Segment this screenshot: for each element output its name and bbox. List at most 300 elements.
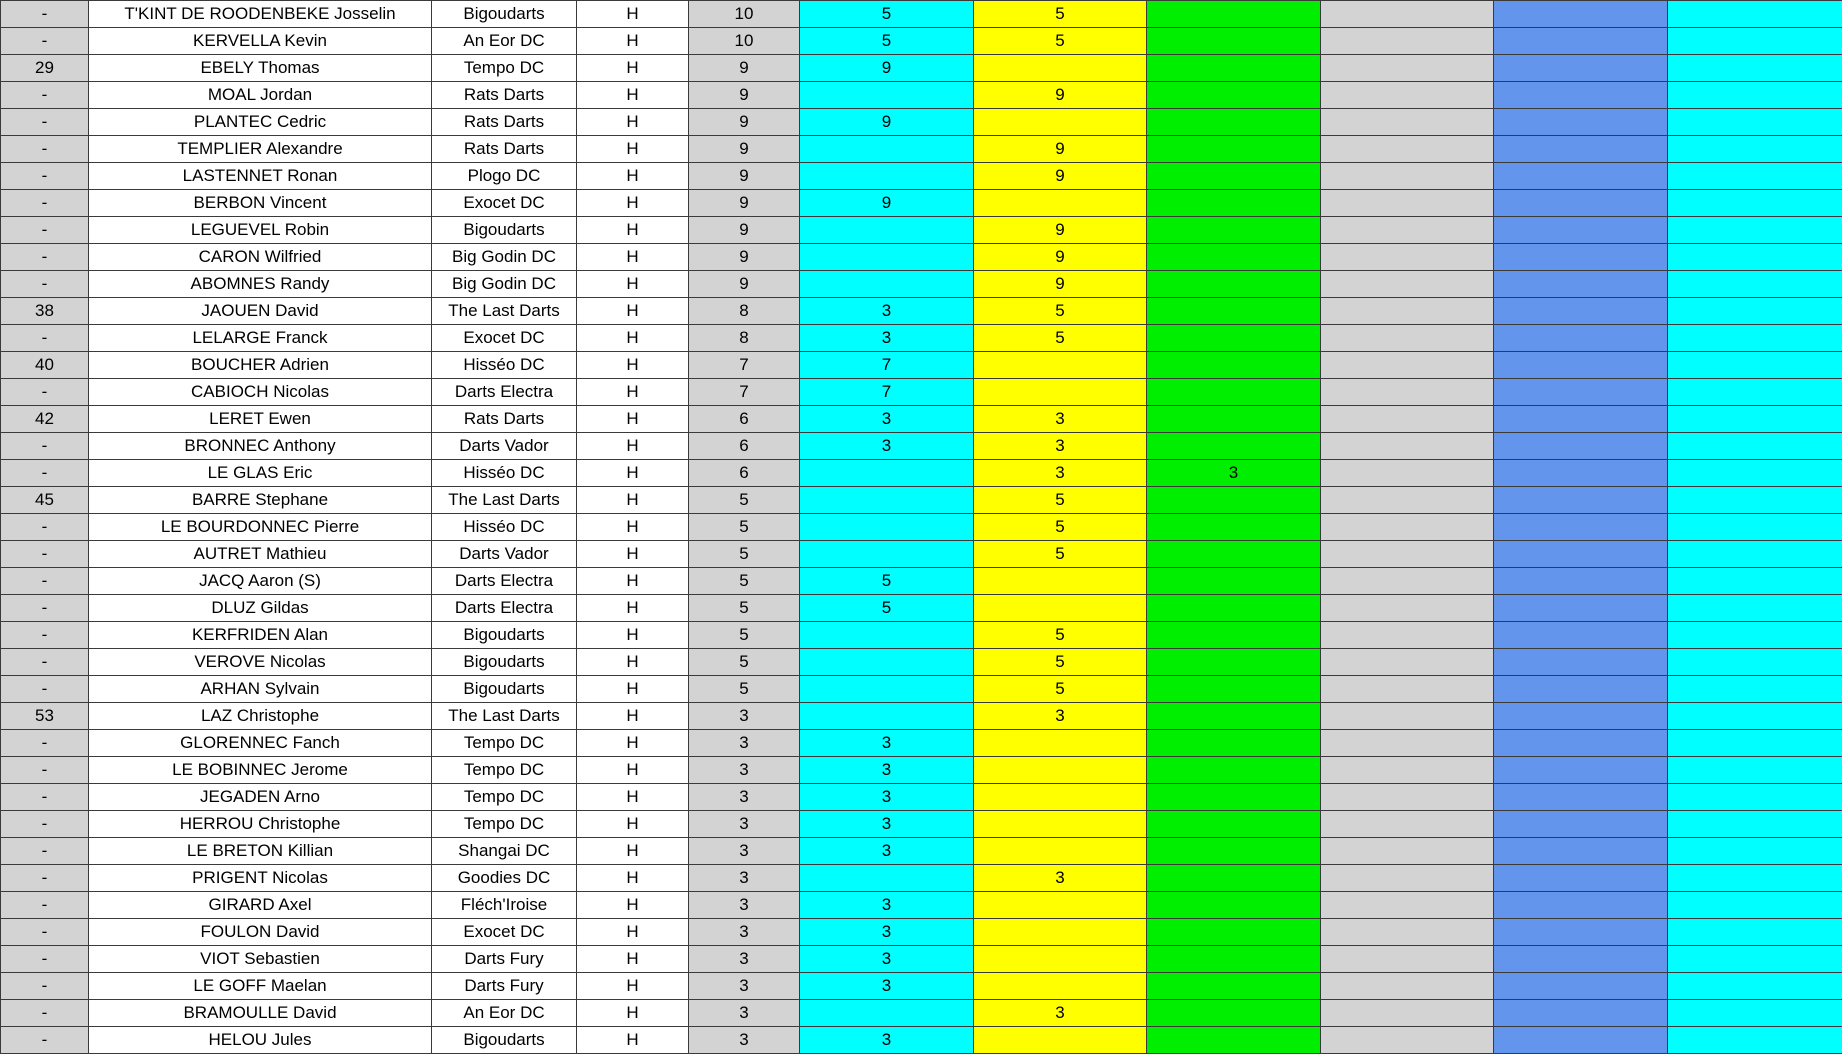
category-cell: H: [577, 919, 689, 946]
cyan2-points-cell: [1668, 703, 1842, 730]
grey-points-cell: [1321, 487, 1494, 514]
yellow-points-cell: 9: [974, 271, 1147, 298]
player-name-cell: BOUCHER Adrien: [89, 352, 432, 379]
yellow-points-cell: 3: [974, 1000, 1147, 1027]
table-row: [1, 163, 1842, 190]
green-points-cell: [1147, 595, 1321, 622]
green-points-cell: [1147, 487, 1321, 514]
cyan-points-cell: 5: [800, 1, 974, 28]
cyan2-points-cell: [1668, 1, 1842, 28]
table-row: [1, 433, 1842, 460]
rank-cell: 29: [1, 55, 89, 82]
cyan2-points-cell: [1668, 244, 1842, 271]
cyan-points-cell: [800, 622, 974, 649]
table-row: [1, 217, 1842, 244]
cyan-points-cell: [800, 136, 974, 163]
blue-points-cell: [1494, 1000, 1668, 1027]
yellow-points-cell: 5: [974, 325, 1147, 352]
cyan2-points-cell: [1668, 109, 1842, 136]
rank-cell: -: [1, 676, 89, 703]
total-points-cell: 3: [689, 1000, 800, 1027]
player-name-cell: LEGUEVEL Robin: [89, 217, 432, 244]
cyan2-points-cell: [1668, 487, 1842, 514]
yellow-points-cell: [974, 109, 1147, 136]
yellow-points-cell: 5: [974, 28, 1147, 55]
cyan2-points-cell: [1668, 676, 1842, 703]
yellow-points-cell: [974, 1027, 1147, 1054]
blue-points-cell: [1494, 460, 1668, 487]
cyan-points-cell: 3: [800, 811, 974, 838]
blue-points-cell: [1494, 109, 1668, 136]
table-row: [1, 730, 1842, 757]
grey-points-cell: [1321, 595, 1494, 622]
cyan-points-cell: 7: [800, 379, 974, 406]
yellow-points-cell: 5: [974, 1, 1147, 28]
blue-points-cell: [1494, 1, 1668, 28]
club-cell: Tempo DC: [432, 757, 577, 784]
green-points-cell: [1147, 406, 1321, 433]
player-name-cell: ABOMNES Randy: [89, 271, 432, 298]
category-cell: H: [577, 487, 689, 514]
cyan2-points-cell: [1668, 190, 1842, 217]
rank-cell: 40: [1, 352, 89, 379]
total-points-cell: 8: [689, 325, 800, 352]
rank-cell: -: [1, 892, 89, 919]
player-name-cell: HELOU Jules: [89, 1027, 432, 1054]
club-cell: Fléch'Iroise: [432, 892, 577, 919]
player-name-cell: T'KINT DE ROODENBEKE Josselin: [89, 1, 432, 28]
rank-cell: -: [1, 838, 89, 865]
green-points-cell: [1147, 379, 1321, 406]
total-points-cell: 10: [689, 28, 800, 55]
rank-cell: -: [1, 109, 89, 136]
category-cell: H: [577, 28, 689, 55]
total-points-cell: 3: [689, 757, 800, 784]
cyan-points-cell: 3: [800, 406, 974, 433]
grey-points-cell: [1321, 352, 1494, 379]
cyan-points-cell: 9: [800, 109, 974, 136]
cyan2-points-cell: [1668, 271, 1842, 298]
grey-points-cell: [1321, 973, 1494, 1000]
table-row: [1, 568, 1842, 595]
club-cell: Hisséo DC: [432, 514, 577, 541]
club-cell: Rats Darts: [432, 136, 577, 163]
club-cell: The Last Darts: [432, 487, 577, 514]
table-row: [1, 892, 1842, 919]
total-points-cell: 3: [689, 919, 800, 946]
category-cell: H: [577, 109, 689, 136]
cyan2-points-cell: [1668, 973, 1842, 1000]
grey-points-cell: [1321, 325, 1494, 352]
cyan2-points-cell: [1668, 892, 1842, 919]
grey-points-cell: [1321, 55, 1494, 82]
player-name-cell: PRIGENT Nicolas: [89, 865, 432, 892]
cyan-points-cell: [800, 676, 974, 703]
player-name-cell: KERFRIDEN Alan: [89, 622, 432, 649]
rank-cell: -: [1, 1000, 89, 1027]
grey-points-cell: [1321, 946, 1494, 973]
grey-points-cell: [1321, 82, 1494, 109]
blue-points-cell: [1494, 1027, 1668, 1054]
cyan-points-cell: 3: [800, 298, 974, 325]
category-cell: H: [577, 298, 689, 325]
total-points-cell: 3: [689, 730, 800, 757]
club-cell: Bigoudarts: [432, 622, 577, 649]
rank-cell: -: [1, 541, 89, 568]
green-points-cell: [1147, 433, 1321, 460]
table-row: [1, 757, 1842, 784]
player-name-cell: BRONNEC Anthony: [89, 433, 432, 460]
table-row: [1, 811, 1842, 838]
green-points-cell: [1147, 649, 1321, 676]
green-points-cell: [1147, 757, 1321, 784]
yellow-points-cell: [974, 946, 1147, 973]
table-row: [1, 271, 1842, 298]
green-points-cell: [1147, 271, 1321, 298]
cyan2-points-cell: [1668, 622, 1842, 649]
grey-points-cell: [1321, 703, 1494, 730]
grey-points-cell: [1321, 865, 1494, 892]
blue-points-cell: [1494, 892, 1668, 919]
green-points-cell: 3: [1147, 460, 1321, 487]
rank-cell: -: [1, 163, 89, 190]
player-name-cell: KERVELLA Kevin: [89, 28, 432, 55]
club-cell: Bigoudarts: [432, 1027, 577, 1054]
green-points-cell: [1147, 838, 1321, 865]
green-points-cell: [1147, 109, 1321, 136]
rank-cell: -: [1, 190, 89, 217]
blue-points-cell: [1494, 28, 1668, 55]
club-cell: Rats Darts: [432, 109, 577, 136]
club-cell: Darts Electra: [432, 379, 577, 406]
ranking-table-body: [1, 1, 1842, 1054]
grey-points-cell: [1321, 541, 1494, 568]
category-cell: H: [577, 946, 689, 973]
green-points-cell: [1147, 703, 1321, 730]
total-points-cell: 3: [689, 703, 800, 730]
table-row: [1, 865, 1842, 892]
total-points-cell: 3: [689, 784, 800, 811]
total-points-cell: 5: [689, 595, 800, 622]
yellow-points-cell: 5: [974, 514, 1147, 541]
yellow-points-cell: [974, 973, 1147, 1000]
club-cell: Tempo DC: [432, 811, 577, 838]
green-points-cell: [1147, 973, 1321, 1000]
table-row: [1, 838, 1842, 865]
grey-points-cell: [1321, 757, 1494, 784]
grey-points-cell: [1321, 379, 1494, 406]
player-name-cell: JEGADEN Arno: [89, 784, 432, 811]
category-cell: H: [577, 811, 689, 838]
table-row: [1, 514, 1842, 541]
rank-cell: 53: [1, 703, 89, 730]
player-name-cell: BERBON Vincent: [89, 190, 432, 217]
total-points-cell: 5: [689, 541, 800, 568]
category-cell: H: [577, 136, 689, 163]
blue-points-cell: [1494, 973, 1668, 1000]
grey-points-cell: [1321, 1027, 1494, 1054]
player-name-cell: FOULON David: [89, 919, 432, 946]
cyan-points-cell: [800, 244, 974, 271]
rank-cell: -: [1, 217, 89, 244]
club-cell: Bigoudarts: [432, 217, 577, 244]
category-cell: H: [577, 892, 689, 919]
player-name-cell: LAZ Christophe: [89, 703, 432, 730]
cyan2-points-cell: [1668, 946, 1842, 973]
total-points-cell: 5: [689, 487, 800, 514]
rank-cell: -: [1, 622, 89, 649]
cyan-points-cell: [800, 1000, 974, 1027]
total-points-cell: 8: [689, 298, 800, 325]
category-cell: H: [577, 1, 689, 28]
cyan2-points-cell: [1668, 514, 1842, 541]
player-name-cell: ARHAN Sylvain: [89, 676, 432, 703]
cyan2-points-cell: [1668, 595, 1842, 622]
rank-cell: -: [1, 730, 89, 757]
cyan-points-cell: 5: [800, 568, 974, 595]
total-points-cell: 3: [689, 892, 800, 919]
grey-points-cell: [1321, 406, 1494, 433]
player-name-cell: LE GOFF Maelan: [89, 973, 432, 1000]
cyan2-points-cell: [1668, 811, 1842, 838]
cyan2-points-cell: [1668, 352, 1842, 379]
green-points-cell: [1147, 1027, 1321, 1054]
green-points-cell: [1147, 784, 1321, 811]
club-cell: The Last Darts: [432, 298, 577, 325]
category-cell: H: [577, 244, 689, 271]
club-cell: Darts Fury: [432, 973, 577, 1000]
total-points-cell: 9: [689, 82, 800, 109]
grey-points-cell: [1321, 568, 1494, 595]
blue-points-cell: [1494, 325, 1668, 352]
blue-points-cell: [1494, 82, 1668, 109]
total-points-cell: 3: [689, 811, 800, 838]
category-cell: H: [577, 784, 689, 811]
player-name-cell: PLANTEC Cedric: [89, 109, 432, 136]
yellow-points-cell: [974, 730, 1147, 757]
blue-points-cell: [1494, 676, 1668, 703]
cyan-points-cell: 3: [800, 892, 974, 919]
table-row: [1, 649, 1842, 676]
green-points-cell: [1147, 55, 1321, 82]
cyan2-points-cell: [1668, 298, 1842, 325]
total-points-cell: 9: [689, 217, 800, 244]
blue-points-cell: [1494, 703, 1668, 730]
blue-points-cell: [1494, 55, 1668, 82]
cyan-points-cell: 5: [800, 595, 974, 622]
cyan-points-cell: 3: [800, 838, 974, 865]
total-points-cell: 5: [689, 622, 800, 649]
cyan-points-cell: 7: [800, 352, 974, 379]
rank-cell: -: [1, 379, 89, 406]
rank-cell: -: [1, 244, 89, 271]
cyan2-points-cell: [1668, 541, 1842, 568]
cyan-points-cell: 3: [800, 919, 974, 946]
table-row: [1, 55, 1842, 82]
yellow-points-cell: [974, 757, 1147, 784]
green-points-cell: [1147, 28, 1321, 55]
table-row: [1, 325, 1842, 352]
player-name-cell: LE BOURDONNEC Pierre: [89, 514, 432, 541]
player-name-cell: GIRARD Axel: [89, 892, 432, 919]
category-cell: H: [577, 271, 689, 298]
cyan-points-cell: [800, 82, 974, 109]
club-cell: Rats Darts: [432, 406, 577, 433]
table-row: [1, 919, 1842, 946]
club-cell: Darts Electra: [432, 595, 577, 622]
category-cell: H: [577, 352, 689, 379]
club-cell: Darts Fury: [432, 946, 577, 973]
category-cell: H: [577, 325, 689, 352]
rank-cell: -: [1, 811, 89, 838]
table-row: [1, 622, 1842, 649]
cyan-points-cell: 3: [800, 946, 974, 973]
player-name-cell: LELARGE Franck: [89, 325, 432, 352]
blue-points-cell: [1494, 919, 1668, 946]
table-row: [1, 109, 1842, 136]
grey-points-cell: [1321, 109, 1494, 136]
club-cell: Tempo DC: [432, 784, 577, 811]
green-points-cell: [1147, 730, 1321, 757]
blue-points-cell: [1494, 568, 1668, 595]
cyan2-points-cell: [1668, 784, 1842, 811]
table-row: [1, 406, 1842, 433]
yellow-points-cell: 3: [974, 703, 1147, 730]
category-cell: H: [577, 190, 689, 217]
table-row: [1, 973, 1842, 1000]
grey-points-cell: [1321, 244, 1494, 271]
green-points-cell: [1147, 676, 1321, 703]
rank-cell: -: [1, 460, 89, 487]
category-cell: H: [577, 379, 689, 406]
cyan-points-cell: [800, 217, 974, 244]
category-cell: H: [577, 82, 689, 109]
blue-points-cell: [1494, 298, 1668, 325]
rank-cell: -: [1, 28, 89, 55]
category-cell: H: [577, 622, 689, 649]
table-row: [1, 244, 1842, 271]
category-cell: H: [577, 649, 689, 676]
grey-points-cell: [1321, 433, 1494, 460]
player-name-cell: BARRE Stephane: [89, 487, 432, 514]
grey-points-cell: [1321, 811, 1494, 838]
category-cell: H: [577, 55, 689, 82]
green-points-cell: [1147, 82, 1321, 109]
yellow-points-cell: 5: [974, 676, 1147, 703]
player-name-cell: JACQ Aaron (S): [89, 568, 432, 595]
category-cell: H: [577, 163, 689, 190]
yellow-points-cell: 3: [974, 460, 1147, 487]
total-points-cell: 7: [689, 352, 800, 379]
total-points-cell: 6: [689, 433, 800, 460]
cyan-points-cell: [800, 541, 974, 568]
table-row: [1, 676, 1842, 703]
green-points-cell: [1147, 919, 1321, 946]
rank-cell: -: [1, 595, 89, 622]
cyan2-points-cell: [1668, 28, 1842, 55]
green-points-cell: [1147, 1, 1321, 28]
cyan-points-cell: 3: [800, 1027, 974, 1054]
yellow-points-cell: [974, 352, 1147, 379]
yellow-points-cell: 9: [974, 217, 1147, 244]
rank-cell: 42: [1, 406, 89, 433]
rank-cell: -: [1, 514, 89, 541]
table-row: [1, 460, 1842, 487]
player-name-cell: LE GLAS Eric: [89, 460, 432, 487]
grey-points-cell: [1321, 1, 1494, 28]
grey-points-cell: [1321, 784, 1494, 811]
club-cell: Hisséo DC: [432, 352, 577, 379]
cyan-points-cell: [800, 271, 974, 298]
category-cell: H: [577, 433, 689, 460]
cyan2-points-cell: [1668, 325, 1842, 352]
player-name-cell: JAOUEN David: [89, 298, 432, 325]
yellow-points-cell: 5: [974, 487, 1147, 514]
rank-cell: -: [1, 973, 89, 1000]
green-points-cell: [1147, 622, 1321, 649]
category-cell: H: [577, 514, 689, 541]
green-points-cell: [1147, 163, 1321, 190]
grey-points-cell: [1321, 892, 1494, 919]
rank-cell: -: [1, 82, 89, 109]
total-points-cell: 9: [689, 244, 800, 271]
category-cell: H: [577, 865, 689, 892]
grey-points-cell: [1321, 622, 1494, 649]
club-cell: Exocet DC: [432, 190, 577, 217]
table-row: [1, 190, 1842, 217]
rank-cell: -: [1, 649, 89, 676]
table-row: [1, 352, 1842, 379]
club-cell: Big Godin DC: [432, 244, 577, 271]
cyan2-points-cell: [1668, 217, 1842, 244]
cyan-points-cell: [800, 163, 974, 190]
cyan2-points-cell: [1668, 1027, 1842, 1054]
yellow-points-cell: [974, 919, 1147, 946]
club-cell: Shangai DC: [432, 838, 577, 865]
player-name-cell: LERET Ewen: [89, 406, 432, 433]
total-points-cell: 9: [689, 109, 800, 136]
blue-points-cell: [1494, 244, 1668, 271]
grey-points-cell: [1321, 271, 1494, 298]
blue-points-cell: [1494, 163, 1668, 190]
grey-points-cell: [1321, 460, 1494, 487]
blue-points-cell: [1494, 541, 1668, 568]
player-name-cell: VEROVE Nicolas: [89, 649, 432, 676]
cyan2-points-cell: [1668, 649, 1842, 676]
cyan2-points-cell: [1668, 433, 1842, 460]
player-name-cell: GLORENNEC Fanch: [89, 730, 432, 757]
blue-points-cell: [1494, 406, 1668, 433]
yellow-points-cell: 3: [974, 433, 1147, 460]
category-cell: H: [577, 541, 689, 568]
green-points-cell: [1147, 352, 1321, 379]
yellow-points-cell: 5: [974, 622, 1147, 649]
table-row: [1, 703, 1842, 730]
blue-points-cell: [1494, 784, 1668, 811]
rank-cell: 38: [1, 298, 89, 325]
yellow-points-cell: 3: [974, 406, 1147, 433]
cyan2-points-cell: [1668, 406, 1842, 433]
rank-cell: -: [1, 784, 89, 811]
green-points-cell: [1147, 865, 1321, 892]
blue-points-cell: [1494, 622, 1668, 649]
total-points-cell: 5: [689, 568, 800, 595]
green-points-cell: [1147, 1000, 1321, 1027]
cyan-points-cell: 3: [800, 433, 974, 460]
yellow-points-cell: [974, 568, 1147, 595]
blue-points-cell: [1494, 946, 1668, 973]
cyan2-points-cell: [1668, 163, 1842, 190]
